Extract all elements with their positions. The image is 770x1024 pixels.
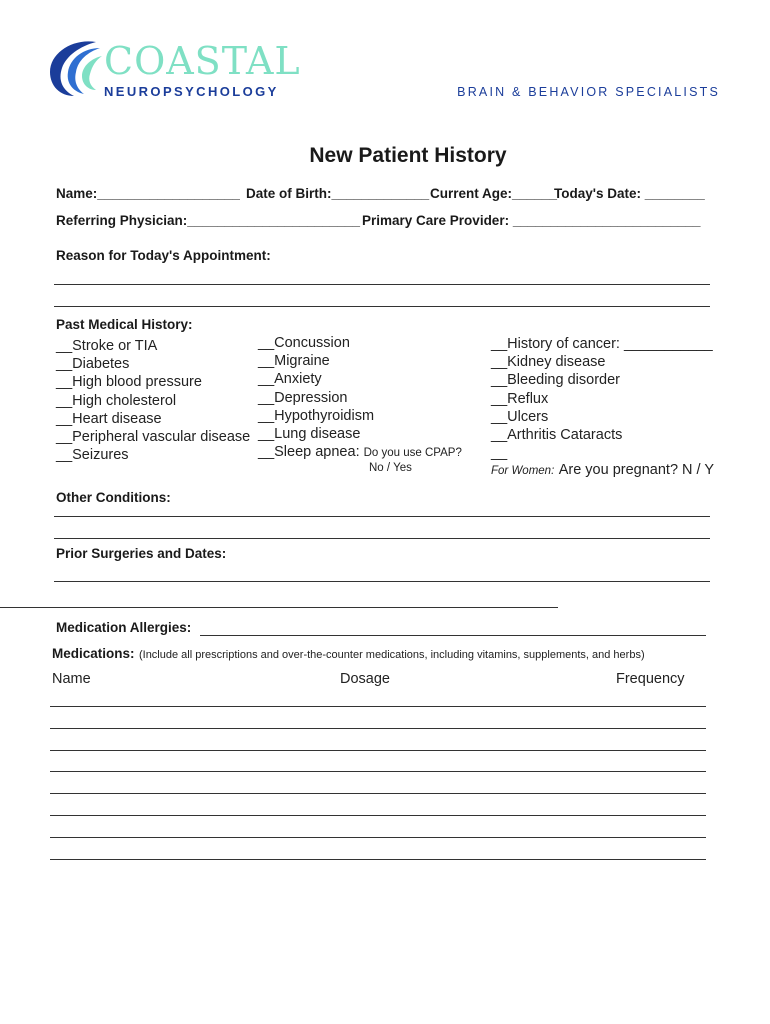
- pmh-item[interactable]: __Reflux: [491, 390, 549, 407]
- pmh-column-3: [491, 335, 713, 462]
- medication-row-line[interactable]: [50, 837, 706, 838]
- medication-row-line[interactable]: [50, 859, 706, 860]
- prior-surgeries-line-1[interactable]: [54, 581, 710, 582]
- pmh-item[interactable]: __Ulcers: [491, 408, 549, 425]
- wave-icon: [44, 36, 104, 98]
- pmh-item[interactable]: __Depression: [258, 389, 348, 406]
- sleep-apnea-row: [258, 443, 462, 462]
- pmh-item[interactable]: __Migraine: [258, 353, 330, 370]
- pmh-item[interactable]: __Diabetes: [56, 356, 130, 373]
- pmh-item[interactable]: __Lung disease: [258, 426, 361, 443]
- other-conditions-line-2[interactable]: [54, 538, 710, 539]
- med-column-name: Name: [52, 671, 91, 687]
- logo-wordmark: COASTAL: [104, 39, 301, 83]
- pmh-column-2: [258, 334, 462, 462]
- medication-allergies-label: Medication Allergies:: [56, 620, 192, 635]
- pmh-item[interactable]: __Peripheral vascular disease: [56, 429, 251, 446]
- pmh-item[interactable]: __Anxiety: [258, 371, 322, 388]
- pmh-column-1: [56, 337, 250, 464]
- cpap-options[interactable]: No / Yes: [369, 462, 412, 474]
- pregnant-question[interactable]: Are you pregnant? N / Y: [558, 462, 715, 478]
- medication-row-line[interactable]: [50, 771, 706, 772]
- pmh-label: Past Medical History:: [56, 317, 193, 332]
- logo-subtitle: NEUROPSYCHOLOGY: [104, 84, 279, 99]
- referring-physician-field[interactable]: Referring Physician:_______________________: [56, 213, 360, 228]
- reason-label: Reason for Today's Appointment:: [56, 248, 271, 263]
- pmh-item[interactable]: __History of cancer: ___________: [491, 336, 713, 352]
- other-conditions-line-1[interactable]: [54, 516, 710, 517]
- current-age-field[interactable]: Current Age:______: [430, 186, 558, 201]
- pmh-item[interactable]: __: [491, 445, 508, 462]
- pmh-item[interactable]: __Kidney disease: [491, 354, 606, 371]
- tagline: BRAIN & BEHAVIOR SPECIALISTS: [457, 85, 720, 99]
- medications-note: (Include all prescriptions and over-the-counter medications, including vitamins, supplements, and herbs): [138, 649, 645, 661]
- reason-line-2[interactable]: [54, 306, 710, 307]
- name-field[interactable]: Name:___________________: [56, 186, 240, 201]
- pmh-item[interactable]: __Seizures: [56, 447, 129, 464]
- medication-row-line[interactable]: [50, 793, 706, 794]
- pregnancy-row: [491, 461, 714, 479]
- pmh-item[interactable]: __Arthritis Cataracts: [491, 427, 623, 444]
- medication-row-line[interactable]: [50, 750, 706, 751]
- pmh-item[interactable]: __Heart disease: [56, 410, 162, 427]
- medication-allergies-line[interactable]: [200, 635, 706, 636]
- sleep-apnea-item[interactable]: __Sleep apnea:: [258, 444, 360, 461]
- prior-surgeries-label: Prior Surgeries and Dates:: [56, 546, 227, 561]
- primary-care-field[interactable]: Primary Care Provider: _________________________: [362, 213, 701, 228]
- medication-row-line[interactable]: [50, 706, 706, 707]
- medications-heading: [52, 645, 645, 663]
- cpap-question: Do you use CPAP?: [363, 447, 462, 460]
- med-column-dosage: Dosage: [340, 671, 390, 687]
- med-column-frequency: Frequency: [616, 671, 685, 687]
- medication-row-line[interactable]: [50, 815, 706, 816]
- reason-line-1[interactable]: [54, 284, 710, 285]
- pmh-item[interactable]: __High blood pressure: [56, 374, 202, 391]
- medication-row-line[interactable]: [50, 728, 706, 729]
- dob-field[interactable]: Date of Birth:_____________: [246, 186, 430, 201]
- women-label: For Women:: [491, 465, 555, 477]
- pmh-item[interactable]: __Concussion: [258, 335, 350, 351]
- pmh-item[interactable]: __Stroke or TIA: [56, 338, 158, 354]
- pmh-item[interactable]: __High cholesterol: [56, 392, 177, 409]
- todays-date-field[interactable]: Today's Date: ________: [554, 186, 705, 201]
- medications-label: Medications:: [52, 646, 135, 661]
- other-conditions-label: Other Conditions:: [56, 490, 171, 505]
- prior-surgeries-line-2[interactable]: [0, 607, 558, 608]
- pmh-item[interactable]: __Hypothyroidism: [258, 407, 375, 424]
- page-title: New Patient History: [309, 144, 507, 167]
- pmh-item[interactable]: __Bleeding disorder: [491, 372, 620, 389]
